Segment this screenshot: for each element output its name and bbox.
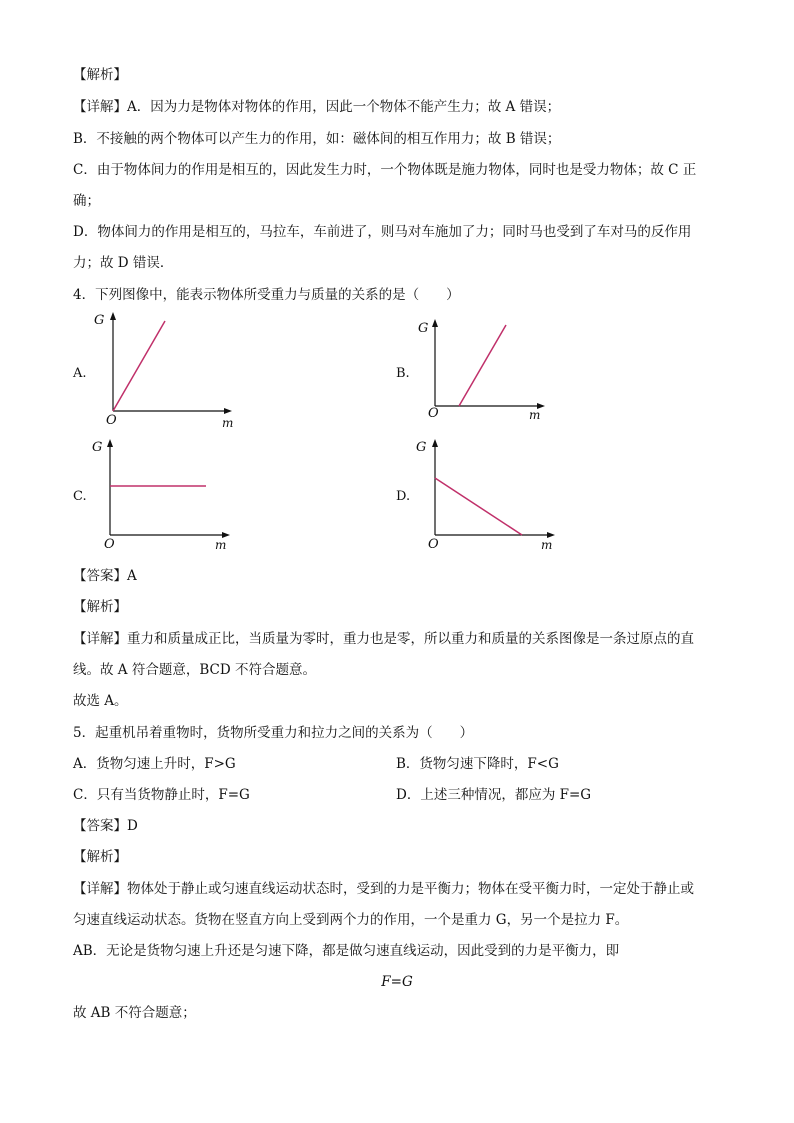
q5-option-c: C．只有当货物静止时，F=G [73,787,250,803]
q4-conclusion: 故选 A。 [73,693,128,709]
detail-b: B．不接触的两个物体可以产生力的作用，如：磁体间的相互作用力；故 B 错误； [73,131,561,147]
detail-c-line2: 确； [73,193,100,209]
graph-c-y-arrow [107,439,113,447]
analysis-label: 【解析】 [73,67,127,83]
q4-detail-line1: 【详解】重力和质量成正比，当质量为零时，重力也是零，所以重力和质量的关系图像是一条过原点的直 [73,631,694,647]
graph-d-x-label: m [541,538,553,552]
graph-a-series-line [113,321,165,411]
graph-d-y-label: G [416,440,427,455]
option-a-label: A. [73,366,87,381]
detail-c-line1: C．由于物体间力的作用是相互的，因此发生力时，一个物体既是施力物体，同时也是受力物体；故 C 正 [73,162,697,178]
graph-b-origin-label: O [428,406,439,421]
option-d-label: D. [396,489,411,504]
q4-detail-line2: 线。故 A 符合题意，BCD 不符合题意。 [73,662,316,678]
q5-equation: F=G [381,974,413,990]
detail-d-line2: 力；故 D 错误． [73,255,174,271]
q5-option-d: D．上述三种情况，都应为 F=G [396,787,592,803]
graph-a-y-label: G [94,313,105,328]
graph-c-x-arrow [222,532,230,538]
graph-b [425,312,555,412]
q4-analysis-label: 【解析】 [73,599,127,615]
graph-a-x-label: m [222,416,234,430]
detail-a: 【详解】A．因为力是物体对物体的作用，因此一个物体不能产生力；故 A 错误； [73,99,561,115]
question-4-stem: 4．下列图像中，能表示物体所受重力与质量的关系的是（ ） [73,287,460,303]
graph-c-y-label: G [92,440,103,455]
graph-b-x-label: m [529,408,541,422]
graph-d-origin-label: O [428,537,439,552]
q5-detail-line1: 【详解】物体处于静止或匀速直线运动状态时，受到的力是平衡力；物体在受平衡力时，一定处于静止或 [73,881,694,897]
graph-a-y-arrow [110,312,116,320]
q5-analysis-label: 【解析】 [73,849,127,865]
option-c-label: C. [73,489,87,504]
graph-d [425,432,565,542]
graph-d-series-line [435,478,522,535]
graph-d-y-arrow [432,439,438,447]
q5-ab-line: AB．无论是货物匀速上升还是匀速下降，都是做匀速直线运动，因此受到的力是平衡力，即 [73,943,620,959]
option-b-label: B. [396,366,410,381]
q5-answer: 【答案】D [73,818,138,834]
q5-option-b: B．货物匀速下降时，F<G [396,756,559,772]
graph-d-x-arrow [547,532,555,538]
detail-d-line1: D．物体间力的作用是相互的，马拉车，车前进了，则马对车施加了力；同时马也受到了车对马的反作用 [73,224,692,240]
graph-b-y-label: G [418,321,429,336]
q5-option-a: A．货物匀速上升时，F>G [73,756,236,772]
graph-c-origin-label: O [104,537,115,552]
q5-detail-line2: 匀速直线运动状态。货物在竖直方向上受到两个力的作用，一个是重力 G，另一个是拉力 F。 [73,912,629,928]
q5-ab-conclusion: 故 AB 不符合题意； [73,1005,196,1021]
q4-answer: 【答案】A [73,568,137,584]
graph-b-series-line [459,325,506,406]
graph-c-x-label: m [215,538,227,552]
question-5-stem: 5．起重机吊着重物时，货物所受重力和拉力之间的关系为（ ） [73,725,474,741]
graph-a-origin-label: O [106,413,117,428]
graph-a-x-arrow [224,408,232,414]
graph-b-x-arrow [537,403,545,409]
graph-b-y-arrow [432,319,438,327]
graph-a [100,305,240,425]
graph-c [100,432,240,542]
